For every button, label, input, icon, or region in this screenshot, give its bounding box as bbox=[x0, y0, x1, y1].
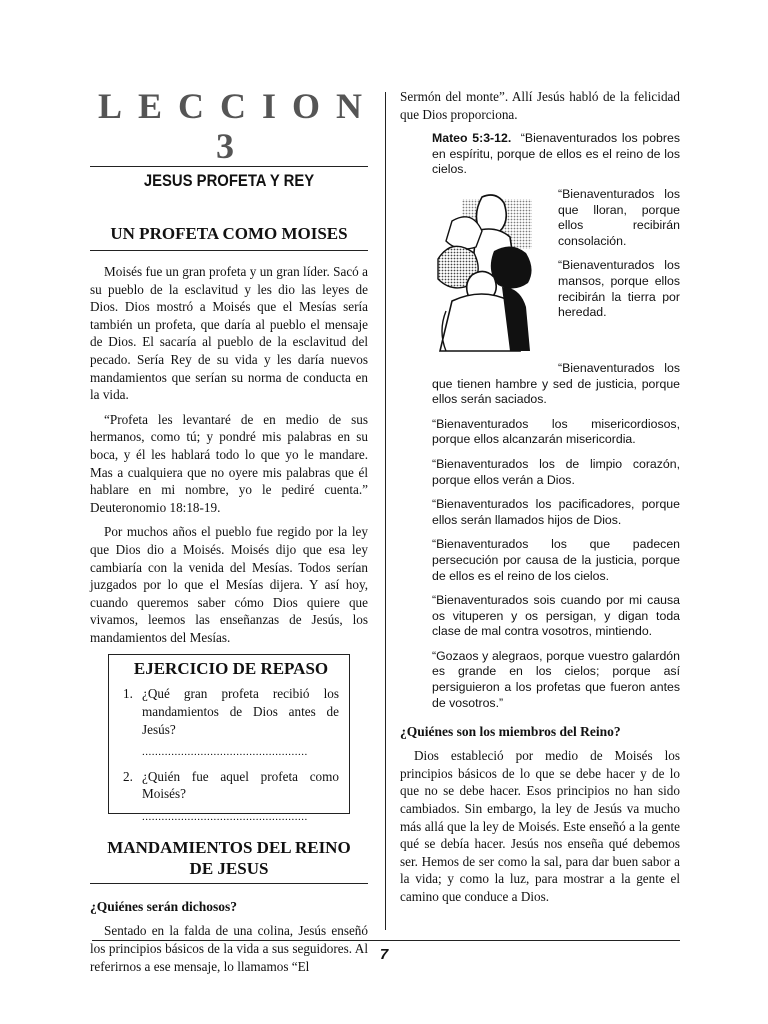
beatitude-quote: “Bienaventurados los pacificadores, porque ellos serán llamados hijos de Dios. bbox=[432, 497, 680, 527]
people-illustration bbox=[432, 191, 550, 361]
beatitudes-block bbox=[432, 131, 680, 711]
right-column bbox=[400, 88, 680, 906]
paragraph-miembros: Dios estableció por medio de Moisés los principios básicos de lo que se debe hacer y de lo que no se debe hacer. Esos principios no han sido cambiados. Sin embargo, la ley de Jesús va mucho más allá que la ley de Moisés. Este enseñó a la gente qué se debía hacer. Jesús nos enseña qué debemos ser. Hemos de ser como la sal, para dar buen sabor a la vida; y como la luz, para mostrar a la gente el camino que conduce a Dios. bbox=[400, 748, 680, 904]
question-number: 1. bbox=[123, 686, 133, 702]
paragraph-sermon: Sentado en la falda de una colina, Jesús enseñó los principios básicos de la vida a sus seguidores. Al referirnos a ese mensaje, lo llamamos “El bbox=[90, 923, 368, 974]
scripture-reference: Mateo 5:3-12. bbox=[432, 131, 512, 146]
title-rule bbox=[90, 166, 368, 167]
exercise-question bbox=[123, 768, 339, 827]
beatitude-quote: “Gozaos y alegraos, porque vuestro galardón es grande en los cielos; porque así persiguieron a los profetas que fueron antes de vosotros.” bbox=[432, 648, 680, 710]
lesson-title: LECCION 3 bbox=[98, 86, 379, 166]
beatitude-quote: “Bienaventurados los que tienen hambre y sed de justicia, porque ellos serán saciados. bbox=[432, 360, 680, 407]
beatitude-quote: Mateo 5:3-12. “Bienaventurados los pobres en espíritu, porque de ellos es el reino de los cielos. bbox=[432, 131, 680, 177]
section-heading-line: DE JESUS bbox=[189, 859, 269, 879]
section-rule bbox=[90, 250, 368, 251]
exercise-title: EJERCICIO DE REPASO bbox=[133, 659, 329, 679]
subheading-dichosos: ¿Quiénes serán dichosos? bbox=[90, 899, 238, 915]
question-text: ¿Qué gran profeta recibió los mandamientos de Dios antes de Jesús? bbox=[142, 686, 339, 737]
section-heading-profeta: UN PROFETA COMO MOISES bbox=[110, 224, 348, 243]
paragraph-moises: Moisés fue un gran profeta y un gran líder. Sacó a su pueblo de la esclavitud y les dio las leyes de Dios. Dios mostró a Moisés que el Mesías sería también un profeta, que daría al pueblo el mensaje de Dios. El sacaría al pueblo de la esclavitud del pecado. Sería Rey de su vida y les daría nuevos mandamientos que serían su norma de conducta en la vida. bbox=[90, 264, 368, 403]
beatitude-quote: “Bienaventurados los que lloran, porque ellos recibirán consolación. bbox=[558, 186, 680, 248]
beatitude-quote: “Bienaventurados los de limpio corazón, porque ellos verán a Dios. bbox=[432, 456, 680, 487]
left-column bbox=[90, 86, 379, 975]
question-number: 2. bbox=[123, 768, 133, 784]
beatitude-quote: “Bienaventurados los que padecen persecución por causa de la justicia, porque de ellos es el reino de los cielos. bbox=[432, 537, 680, 583]
exercise-box bbox=[108, 654, 350, 824]
paragraph-continuation: Sermón del monte”. Allí Jesús habló de la felicidad que Dios proporciona. bbox=[400, 89, 680, 122]
beatitude-quote: “Bienaventurados sois cuando por mi causa os vituperen y os persigan, y digan toda clase de mal contra vosotros, mintiendo. bbox=[432, 593, 680, 639]
column-divider bbox=[385, 92, 386, 930]
section-heading-mandamientos bbox=[90, 837, 368, 879]
beatitude-quote: “Bienaventurados los misericordiosos, porque ellos alcanzarán misericordia. bbox=[432, 416, 680, 447]
subheading-miembros: ¿Quiénes son los miembros del Reino? bbox=[400, 724, 621, 740]
section-heading-line: MANDAMIENTOS DEL REINO bbox=[107, 838, 351, 858]
footer-rule bbox=[92, 940, 680, 941]
paragraph-deuteronomio-quote: “Profeta les levantaré de en medio de sus hermanos, como tú; y pondré mis palabras en su boca, y él les hablará todo lo que yo le mandare. Mas a cualquiera que no oyere mis palabras que él hablare en mi nombre, yo le pediré cuenta.” Deuteronomio 18:18-19. bbox=[90, 411, 368, 515]
page-number: 7 bbox=[379, 946, 389, 963]
paragraph-ley-mesias: Por muchos años el pueblo fue regido por la ley que Dios dio a Moisés. Moisés dijo que esa ley cambiaría con la venida del Mesías. Todos serían juzgados por lo que el Mesías dijera. Y así hoy, cuando queremos saber cómo Dios quiere que vivamos, leemos las enseñanzas de Jesús, los mandamientos del Mesías. bbox=[90, 524, 368, 645]
answer-line[interactable]: ................................................... bbox=[142, 746, 308, 759]
exercise-question bbox=[123, 685, 339, 761]
lesson-subtitle: JESUS PROFETA Y REY bbox=[143, 172, 315, 190]
beatitude-quote: “Bienaventurados los mansos, porque ellos recibirán la tierra por heredad. bbox=[558, 258, 680, 320]
answer-line[interactable]: ................................................... bbox=[142, 811, 308, 824]
section-rule bbox=[90, 883, 368, 884]
question-text: ¿Quién fue aquel profeta como Moisés? bbox=[142, 768, 339, 802]
